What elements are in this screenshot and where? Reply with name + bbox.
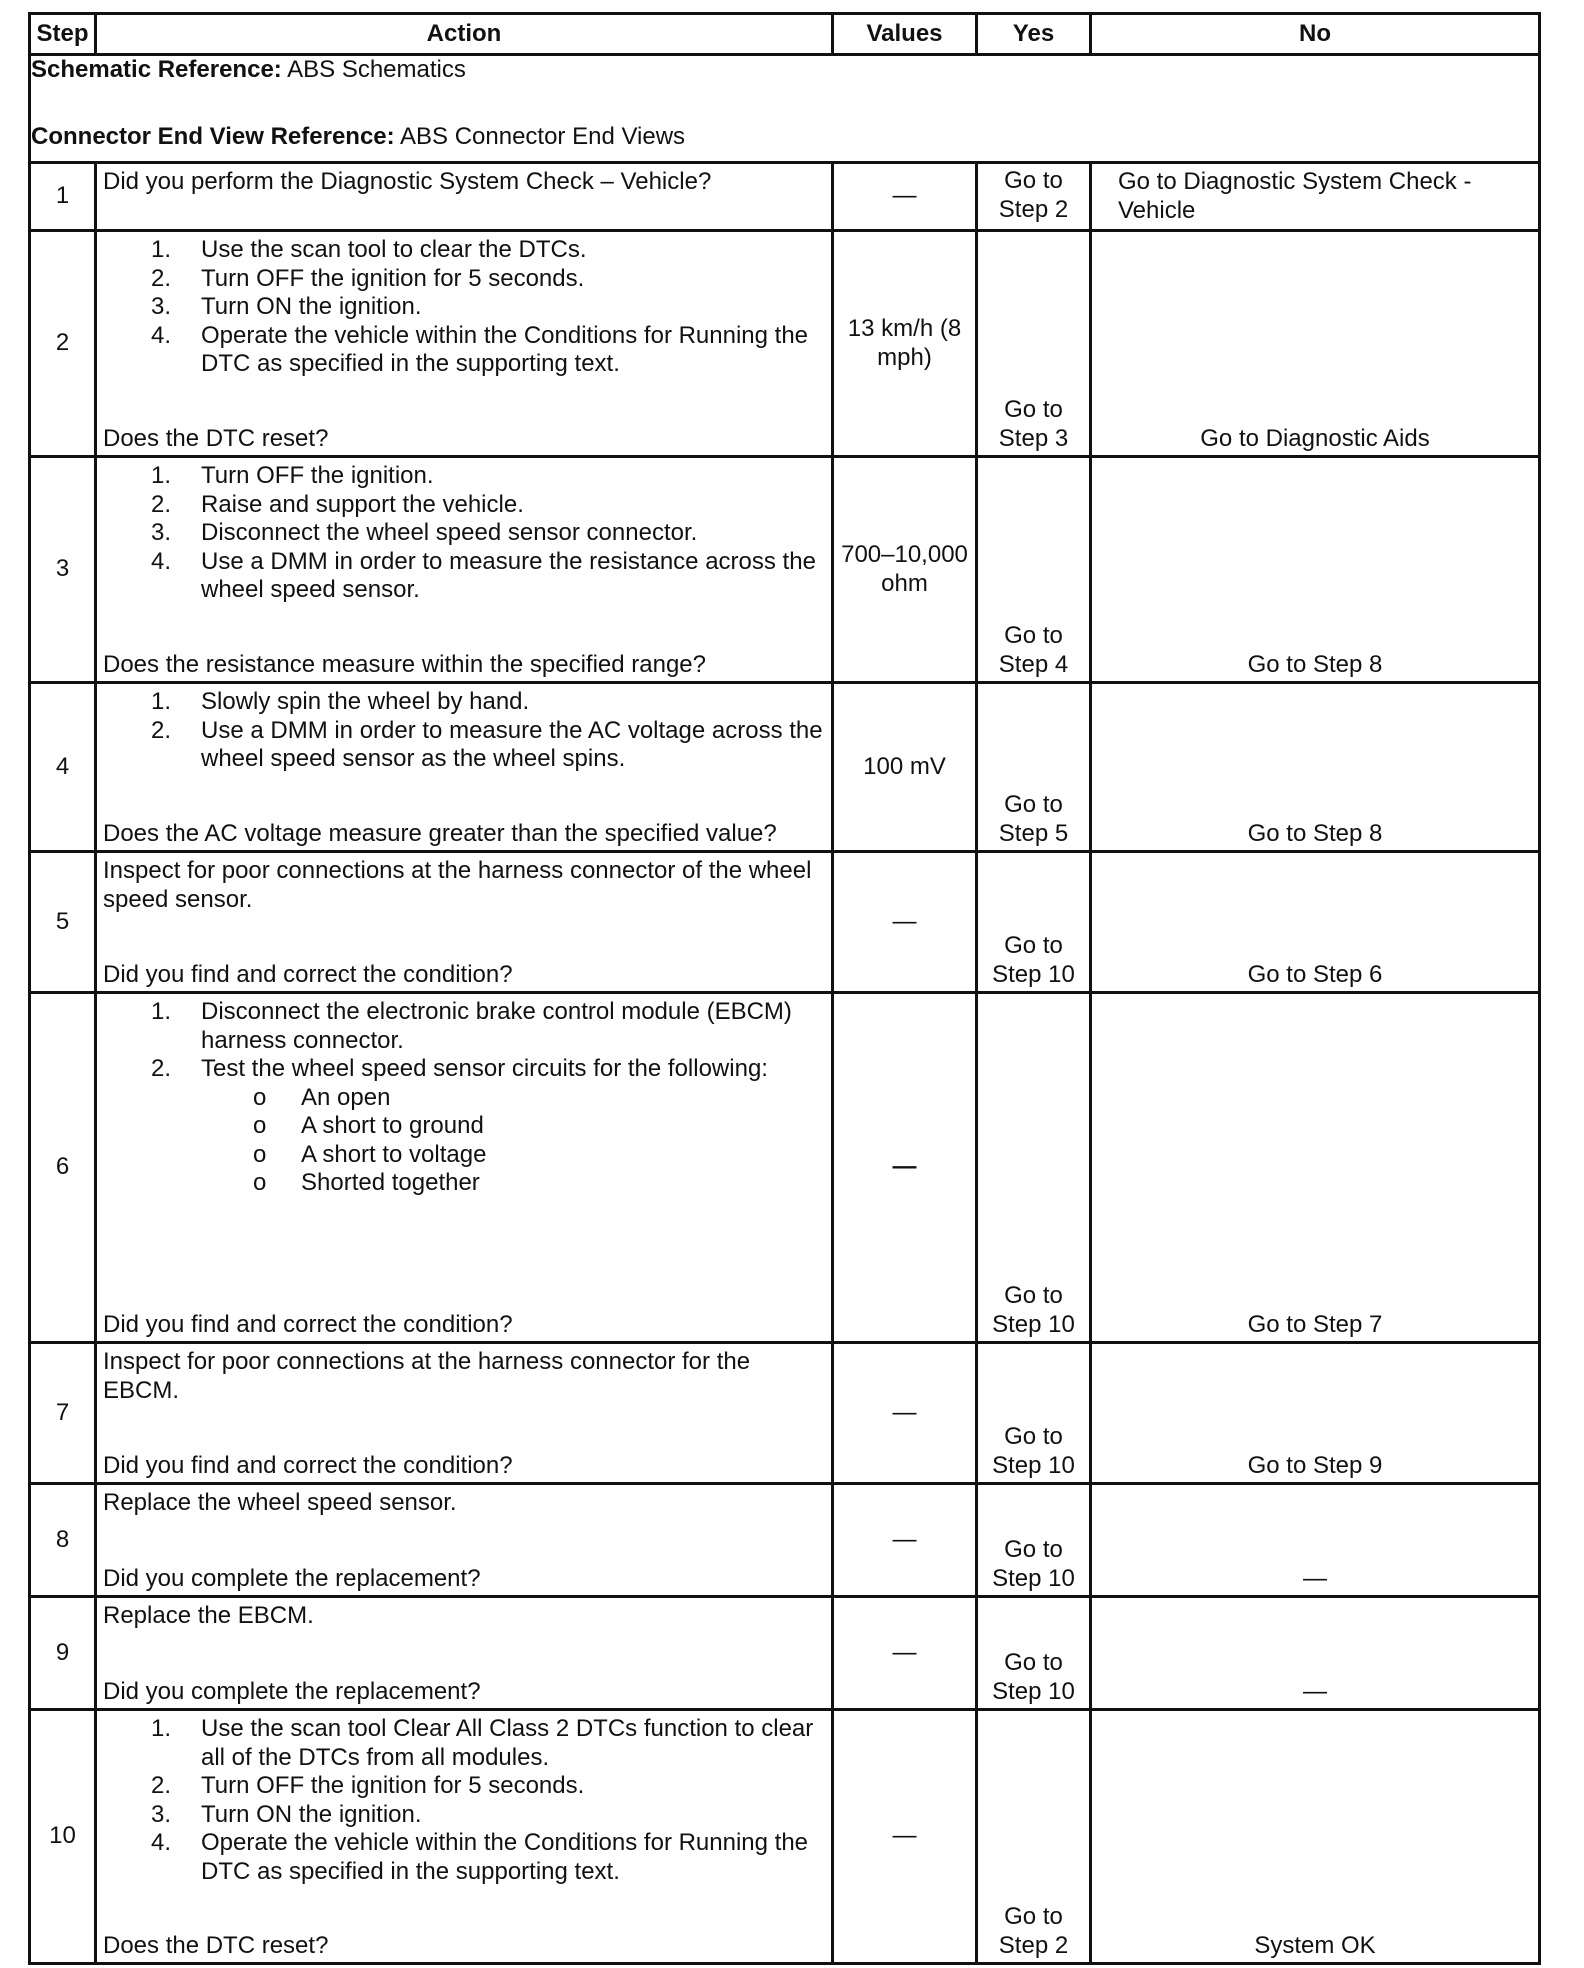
step-number: 9	[30, 1597, 96, 1710]
yes-cell: Go to Step 5	[977, 683, 1091, 852]
list-item: 4. Operate the vehicle within the Conditions for Running the DTC as specified in the supporting text.	[151, 1829, 809, 1885]
list-item: 3. Turn ON the ignition.	[151, 1800, 422, 1828]
list-item: 2. Use a DMM in order to measure the AC voltage across the wheel speed sensor as the wheel spins.	[151, 716, 823, 772]
action-question: Does the DTC reset?	[103, 1931, 329, 1959]
table-row	[30, 1597, 1540, 1710]
action-question: Does the resistance measure within the specified range?	[103, 650, 706, 678]
header-action: Action	[96, 14, 833, 55]
table-row	[30, 1484, 1540, 1597]
list-item: 1. Disconnect the electronic brake control module (EBCM) harness connector.	[151, 998, 792, 1054]
action-text: Inspect for poor connections at the harness connector for the EBCM.	[103, 1348, 751, 1404]
action-question: Did you complete the replacement?	[103, 1564, 481, 1592]
yes-cell: Go to Step 10	[977, 1597, 1091, 1710]
action-cell	[96, 1597, 833, 1710]
step-number: 10	[30, 1710, 96, 1964]
header-values: Values	[833, 14, 977, 55]
table-row	[30, 1343, 1540, 1484]
list-item: 1. Use the scan tool to clear the DTCs.	[151, 236, 587, 263]
action-question: Does the DTC reset?	[103, 424, 329, 452]
table-row	[30, 231, 1540, 457]
step-number: 8	[30, 1484, 96, 1597]
action-steps	[103, 462, 825, 605]
step-number: 3	[30, 457, 96, 683]
table-row	[30, 163, 1540, 231]
connector-reference-value: ABS Connector End Views	[394, 122, 686, 150]
no-cell: Go to Step 8	[1091, 457, 1540, 683]
no-cell: Go to Diagnostic Aids	[1091, 231, 1540, 457]
table-row	[30, 457, 1540, 683]
sub-items	[103, 1084, 825, 1198]
value-cell: —	[833, 1597, 977, 1710]
action-question: Did you find and correct the condition?	[103, 1451, 513, 1479]
connector-reference	[31, 123, 1538, 152]
action-cell	[96, 852, 833, 993]
connector-reference-label: Connector End View Reference:	[31, 122, 395, 150]
list-item: 1. Use the scan tool Clear All Class 2 DTCs function to clear all of the DTCs from all modules.	[151, 1715, 814, 1771]
list-item: 1. Turn OFF the ignition.	[151, 462, 434, 489]
action-cell	[96, 683, 833, 852]
action-text: Inspect for poor connections at the harness connector of the wheel speed sensor.	[103, 857, 812, 913]
list-item: 3. Turn ON the ignition.	[151, 293, 422, 320]
action-steps	[103, 1715, 825, 1886]
header-step: Step	[30, 14, 96, 55]
no-cell: Go to Step 7	[1091, 993, 1540, 1343]
no-cell: —	[1091, 1484, 1540, 1597]
value-cell: —	[833, 1710, 977, 1964]
value-cell: 100 mV	[833, 683, 977, 852]
sub-list-item: o A short to voltage	[253, 1140, 487, 1168]
no-cell: Go to Step 9	[1091, 1343, 1540, 1484]
step-number: 5	[30, 852, 96, 993]
table-row	[30, 1710, 1540, 1964]
action-question: Did you find and correct the condition?	[103, 1310, 513, 1338]
action-cell	[96, 1484, 833, 1597]
schematic-reference-label: Schematic Reference:	[31, 56, 282, 83]
header-no: No	[1091, 14, 1540, 55]
reference-row	[30, 55, 1540, 163]
action-question: Did you complete the replacement?	[103, 1677, 481, 1705]
header-yes: Yes	[977, 14, 1091, 55]
list-item: 2. Raise and support the vehicle.	[151, 490, 524, 518]
list-item: 2. Test the wheel speed sensor circuits for the following:	[151, 1055, 768, 1082]
step-number: 1	[30, 163, 96, 231]
value-cell: —	[833, 1484, 977, 1597]
sub-list-item: o An open	[253, 1083, 391, 1111]
no-cell: Go to Diagnostic System Check - Vehicle	[1091, 163, 1540, 231]
no-cell: —	[1091, 1597, 1540, 1710]
yes-cell: Go to Step 4	[977, 457, 1091, 683]
schematic-reference-value: ABS Schematics	[281, 56, 466, 83]
action-text: Replace the wheel speed sensor.	[103, 1489, 457, 1516]
list-item: 4. Operate the vehicle within the Conditions for Running the DTC as specified in the supporting text.	[151, 321, 809, 377]
action-cell	[96, 1343, 833, 1484]
step-number: 6	[30, 993, 96, 1343]
yes-cell: Go to Step 10	[977, 1484, 1091, 1597]
step-number: 2	[30, 231, 96, 457]
action-question: Does the AC voltage measure greater than the specified value?	[103, 819, 777, 847]
list-item: 2. Turn OFF the ignition for 5 seconds.	[151, 264, 585, 292]
no-cell: Go to Step 8	[1091, 683, 1540, 852]
action-steps	[103, 998, 825, 1084]
table-row	[30, 993, 1540, 1343]
yes-cell: Go to Step 2	[977, 1710, 1091, 1964]
action-question: Did you find and correct the condition?	[103, 960, 513, 988]
step-number: 4	[30, 683, 96, 852]
schematic-reference	[31, 56, 1538, 85]
table-row	[30, 683, 1540, 852]
yes-cell: Go to Step 2	[977, 163, 1091, 231]
no-cell: Go to Step 6	[1091, 852, 1540, 993]
action-cell	[96, 457, 833, 683]
yes-cell: Go to Step 10	[977, 852, 1091, 993]
value-cell: —	[833, 1343, 977, 1484]
action-cell	[96, 231, 833, 457]
list-item: 3. Disconnect the wheel speed sensor connector.	[151, 519, 698, 546]
list-item: 2. Turn OFF the ignition for 5 seconds.	[151, 1772, 585, 1799]
no-cell: System OK	[1091, 1710, 1540, 1964]
value-cell: 700–10,000 ohm	[833, 457, 977, 683]
action-text: Did you perform the Diagnostic System Check – Vehicle?	[103, 168, 712, 195]
action-text: Replace the EBCM.	[103, 1602, 314, 1629]
action-cell	[96, 1710, 833, 1964]
value-cell: 13 km/h (8 mph)	[833, 231, 977, 457]
action-cell	[96, 993, 833, 1343]
step-number: 7	[30, 1343, 96, 1484]
yes-cell: Go to Step 10	[977, 1343, 1091, 1484]
value-cell: —	[833, 993, 977, 1343]
header-row	[30, 14, 1540, 55]
value-cell: —	[833, 852, 977, 993]
list-item: 1. Slowly spin the wheel by hand.	[151, 688, 530, 715]
sub-list-item: o Shorted together	[253, 1169, 480, 1196]
yes-cell: Go to Step 10	[977, 993, 1091, 1343]
reference-cell	[30, 55, 1540, 163]
list-item: 4. Use a DMM in order to measure the resistance across the wheel speed sensor.	[151, 547, 816, 603]
sub-list-item: o A short to ground	[253, 1112, 484, 1139]
value-cell: —	[833, 163, 977, 231]
action-cell	[96, 163, 833, 231]
action-steps	[103, 236, 825, 379]
diagnostic-table	[28, 12, 1541, 1965]
action-steps	[103, 688, 825, 774]
yes-cell: Go to Step 3	[977, 231, 1091, 457]
table-row	[30, 852, 1540, 993]
